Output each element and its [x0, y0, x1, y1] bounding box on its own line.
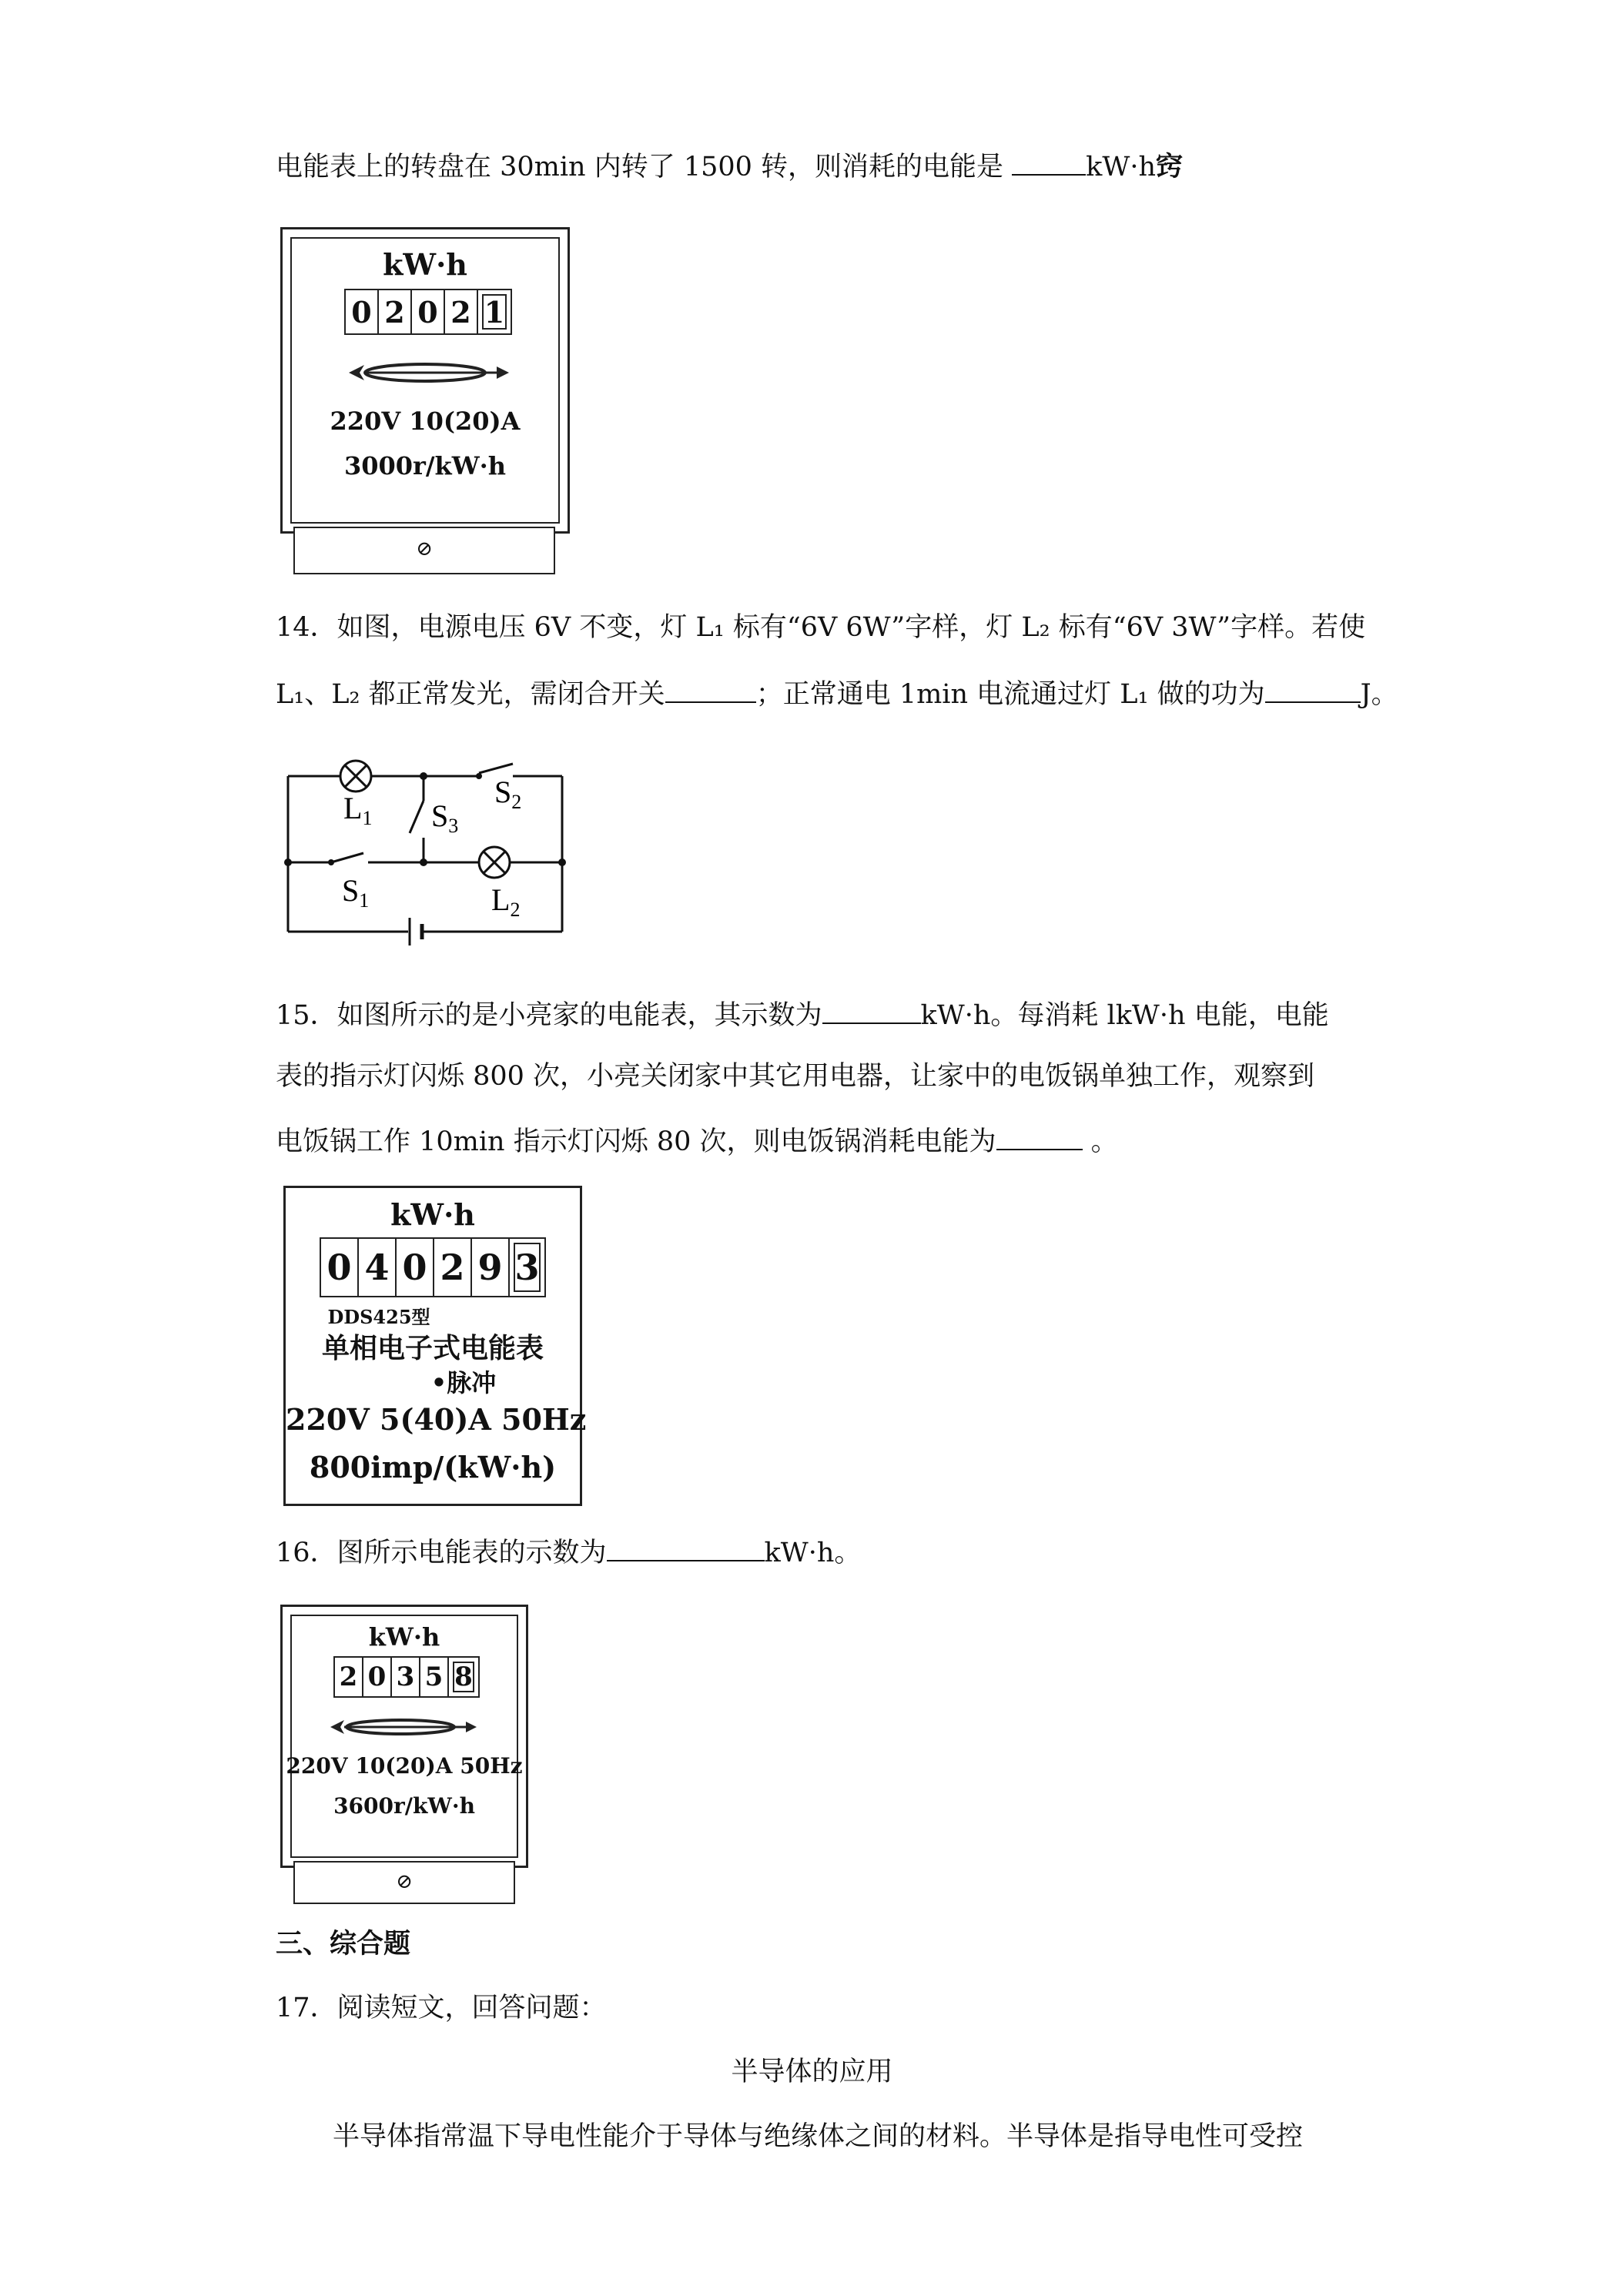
q16-text-a: 16．图所示电能表的示数为 [276, 1538, 607, 1568]
q15-line3 [276, 1121, 1118, 1161]
q16-line [276, 1532, 861, 1572]
meter-q15 [283, 1186, 587, 1506]
section-heading: 三、综合题 [276, 1929, 411, 1960]
meter-q15-digit: 2 [434, 1239, 472, 1296]
meter-q15-digits [320, 1237, 546, 1297]
q15-line2: 表的指示灯闪烁 800 次，小亮关闭家中其它用电器，让家中的电饭锅单独工作，观察到 [276, 1061, 1315, 1092]
meter-q13-digits [344, 289, 512, 335]
q17-paragraph: 半导体指常温下导电性能介于导体与绝缘体之间的材料。半导体是指导电性可受控 [333, 2121, 1304, 2152]
meter-q15-digit: 4 [359, 1239, 397, 1296]
label-S3: $S_3$ [431, 798, 459, 837]
meter-q16-disc-icon [327, 1715, 481, 1739]
q15-line1-b: kW·h。每消耗 lkW·h 电能，电能 [920, 1000, 1329, 1031]
meter-q16-digit: 0 [363, 1658, 392, 1696]
meter-q15-model: DDS425型 [327, 1306, 430, 1328]
q14-circuit-diagram [277, 747, 570, 947]
q14-switch-blank[interactable] [665, 674, 756, 703]
meter-q13-unit: kW·h [383, 247, 467, 282]
meter-q15-digit: 9 [472, 1239, 510, 1296]
meter-q16-digit-last: 8 [449, 1658, 478, 1696]
meter-q16 [280, 1605, 528, 1893]
meter-q13 [280, 227, 570, 561]
meter-q13-digit: 2 [445, 290, 478, 333]
q14-line2-a: L₁、L₂ 都正常发光，需闭合开关 [276, 679, 665, 710]
meter-q13-disc-icon [344, 359, 514, 387]
meter-q16-digit: 3 [392, 1658, 420, 1696]
q15-energy-blank[interactable] [996, 1121, 1083, 1150]
q16-reading-blank[interactable] [607, 1532, 765, 1561]
q13-unit: kW·h [1086, 152, 1157, 182]
meter-q16-unit: kW·h [368, 1622, 440, 1652]
q14-line2-c: J。 [1360, 679, 1398, 710]
q14-line1: 14．如图，电源电压 6V 不变，灯 L₁ 标有“6V 6W”字样，灯 L₂ 标有“6V 3W”字样。若使 [276, 612, 1366, 643]
q15-line1 [276, 995, 1329, 1035]
label-L2: $L_2$ [491, 882, 521, 921]
screw-icon: ⊘ [396, 1870, 413, 1893]
q15-line1-a: 15．如图所示的是小亮家的电能表，其示数为 [276, 1000, 822, 1031]
meter-q15-digit: 0 [397, 1239, 434, 1296]
meter-q13-terminal [293, 527, 555, 574]
meter-q16-digits [333, 1656, 480, 1698]
meter-q16-digit: 2 [335, 1658, 363, 1696]
meter-q15-unit: kW·h [390, 1197, 475, 1232]
q16-text-b: kW·h。 [764, 1538, 862, 1568]
q14-work-blank[interactable] [1265, 674, 1361, 703]
label-L1: $L_1$ [343, 791, 373, 829]
meter-q16-constant: 3600r/kW·h [333, 1793, 475, 1819]
meter-q13-digit-last: 1 [478, 290, 511, 333]
meter-q13-digit: 0 [412, 290, 445, 333]
q14-line2-b: ；正常通电 1min 电流通过灯 L₁ 做的功为 [755, 679, 1265, 710]
screw-icon: ⊘ [416, 537, 433, 561]
meter-q15-rating: 220V 5(40)A 50Hz [286, 1402, 587, 1437]
meter-q13-digit: 2 [379, 290, 412, 333]
q14-line2 [276, 674, 1398, 714]
q15-reading-blank[interactable] [822, 995, 921, 1024]
meter-q15-digit-last: 3 [510, 1239, 544, 1296]
meter-q15-digit: 0 [321, 1239, 359, 1296]
q13-text-line [276, 146, 1183, 186]
q15-line3-b: 。 [1082, 1126, 1118, 1157]
meter-q13-rating: 220V 10(20)A [330, 407, 521, 436]
label-S2: $S_2$ [494, 775, 522, 813]
q13-answer-blank[interactable] [1012, 146, 1086, 176]
q17-intro: 17．阅读短文，回答问题： [276, 1993, 607, 2023]
meter-q13-constant: 3000r/kW·h [343, 451, 507, 480]
meter-q16-digit: 5 [420, 1658, 449, 1696]
meter-q13-digit: 0 [346, 290, 379, 333]
meter-q15-pulse: •脉冲 [430, 1368, 497, 1397]
q15-line3-a: 电饭锅工作 10min 指示灯闪烁 80 次，则电饭锅消耗电能为 [276, 1126, 996, 1157]
meter-q16-terminal [293, 1861, 515, 1904]
q13-tail: 窍 [1156, 151, 1184, 182]
q17-article-title: 半导体的应用 [731, 2057, 893, 2087]
q13-text: 电能表上的转盘在 30min 内转了 1500 转，则消耗的电能是 [276, 152, 1013, 182]
meter-q16-rating: 220V 10(20)A 50Hz [286, 1753, 523, 1779]
label-S1: $S_1$ [342, 873, 370, 912]
meter-q15-constant: 800imp/(kW·h) [309, 1450, 557, 1484]
meter-q15-type: 单相电子式电能表 [321, 1333, 544, 1364]
